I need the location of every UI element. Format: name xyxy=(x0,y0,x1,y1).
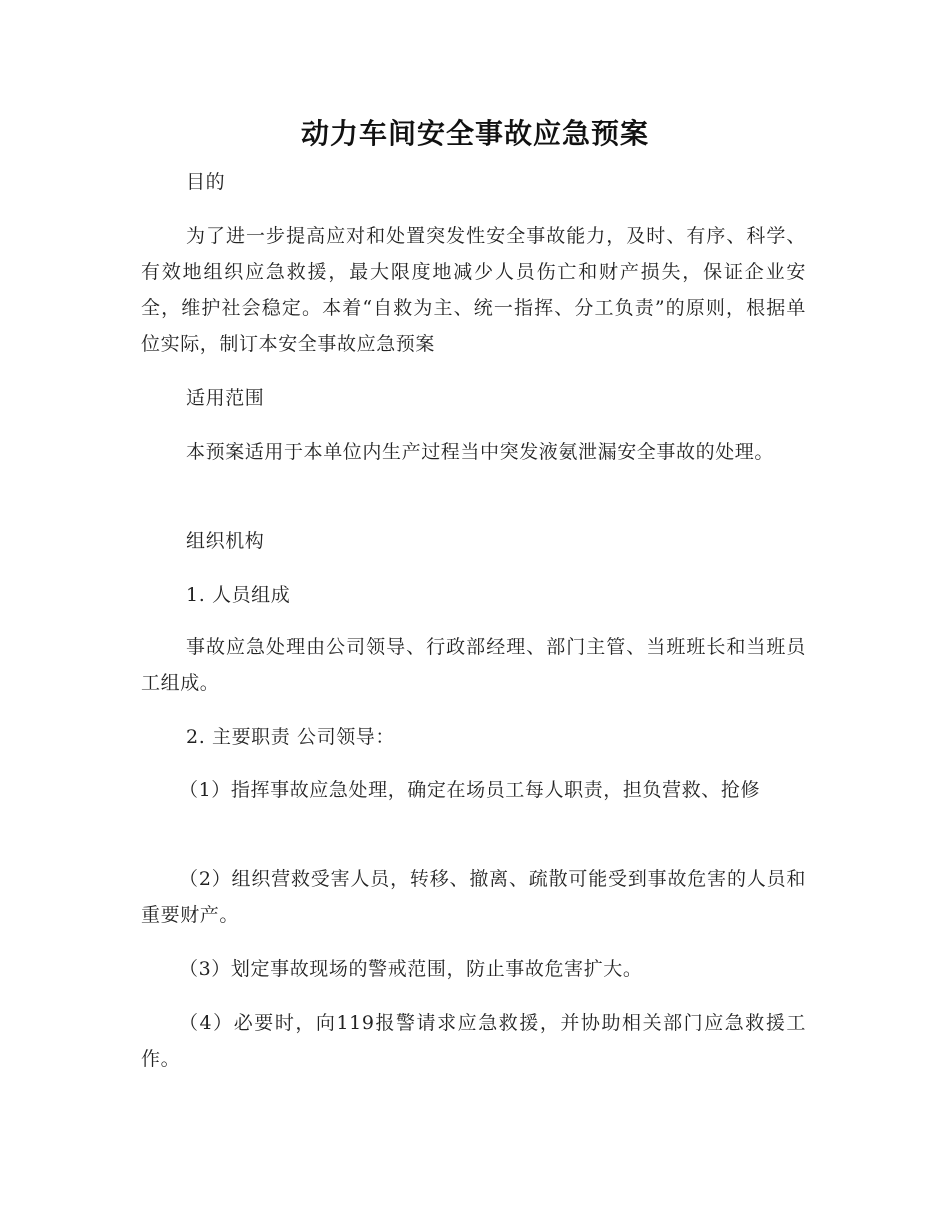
paragraph-personnel: 事故应急处理由公司领导、行政部经理、部门主管、当班班长和当班员工组成。 xyxy=(141,636,806,694)
duty-item-1: （1）指挥事故应急处理，确定在场员工每人职责，担负营救、抢修 xyxy=(179,779,761,801)
duty-item-4: （4）必要时，向119报警请求应急救援，并协助相关部门应急救援工作。 xyxy=(141,1012,806,1070)
subheading-duties: 2. 主要职责 公司领导： xyxy=(186,726,396,748)
document-title: 动力车间安全事故应急预案 xyxy=(300,117,649,150)
heading-scope: 适用范围 xyxy=(186,387,265,409)
paragraph-scope: 本预案适用于本单位内生产过程当中突发液氨泄漏安全事故的处理。 xyxy=(186,441,775,463)
duty-item-3: （3）划定事故现场的警戒范围，防止事故危害扩大。 xyxy=(179,958,643,980)
heading-purpose: 目的 xyxy=(186,171,226,193)
paragraph-purpose: 为了进一步提高应对和处置突发性安全事故能力，及时、有序、科学、有效地组织应急救援，最大限度地减少人员伤亡和财产损失，保证企业安全，维护社会稳定。本着“自救为主、统一指挥、分工负责”的原则，根据单位实际，制订本安全事故应急预案 xyxy=(141,225,806,355)
subheading-personnel: 1. 人员组成 xyxy=(186,584,291,606)
heading-organization: 组织机构 xyxy=(186,530,265,552)
duty-item-2: （2）组织营救受害人员，转移、撤离、疏散可能受到事故危害的人员和重要财产。 xyxy=(141,868,806,926)
